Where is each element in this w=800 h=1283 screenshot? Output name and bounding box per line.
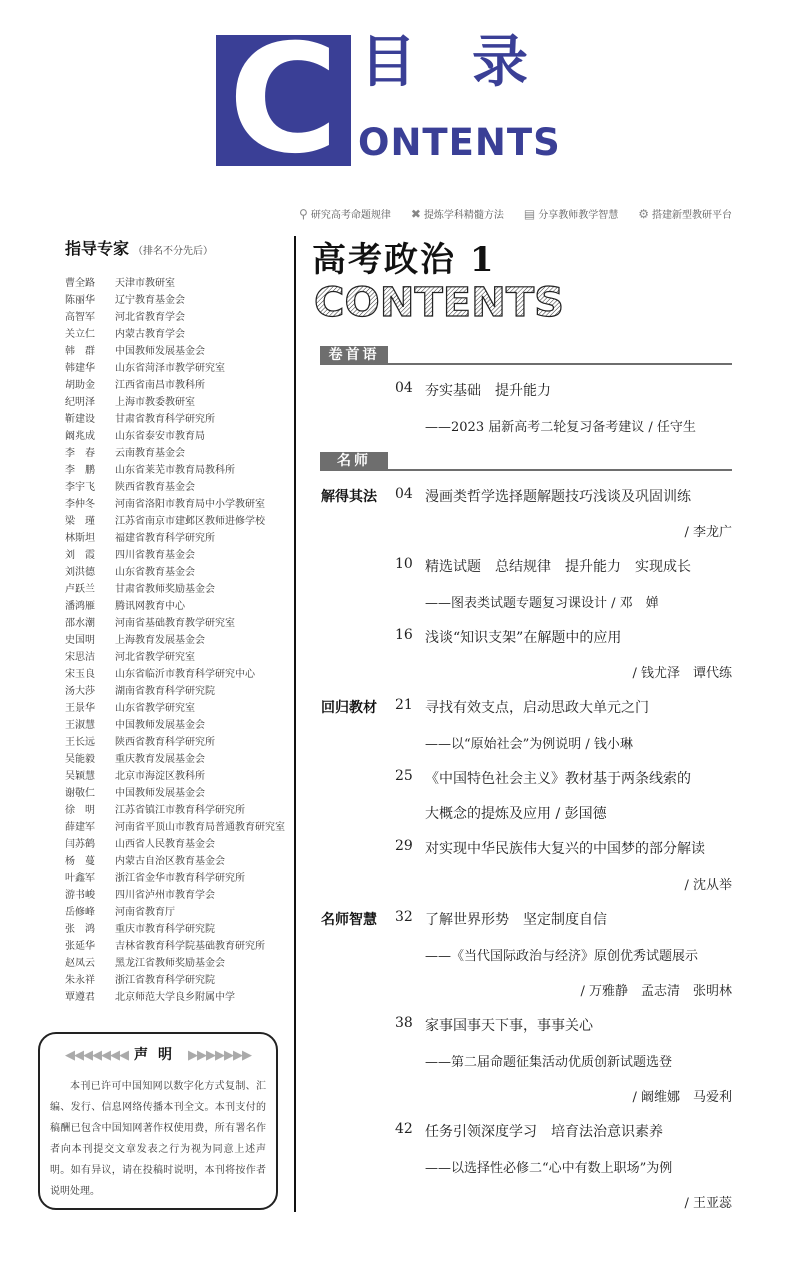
declaration-heading bbox=[40, 1044, 276, 1064]
expert-name: 张 鸿 bbox=[65, 924, 95, 935]
expert-name: 靳建设 bbox=[65, 414, 95, 425]
expert-org: 重庆市教育科学研究院 bbox=[115, 924, 215, 935]
column-divider bbox=[294, 236, 296, 1212]
expert-name: 刘 霞 bbox=[65, 550, 95, 561]
magazine-title: 高考政治 1 bbox=[312, 240, 496, 280]
expert-name: 李 春 bbox=[65, 448, 95, 459]
toc-title[interactable]: 漫画类哲学选择题解题技巧浅谈及巩固训练 bbox=[425, 489, 691, 505]
expert-name: 叶鑫军 bbox=[65, 873, 95, 884]
toc-page: 25 bbox=[395, 768, 413, 784]
expert-name: 史国明 bbox=[65, 635, 95, 646]
toc-page: 32 bbox=[395, 909, 413, 925]
expert-row bbox=[65, 870, 285, 887]
expert-org: 云南教育基金会 bbox=[115, 448, 185, 459]
toc-title[interactable]: 浅谈“知识支架”在解题中的应用 bbox=[425, 630, 622, 646]
expert-row bbox=[65, 343, 285, 360]
expert-org: 浙江省教育科学研究院 bbox=[115, 975, 215, 986]
toc-title[interactable]: 寻找有效支点，启动思政大单元之门 bbox=[425, 700, 649, 716]
expert-name: 曹全路 bbox=[65, 278, 95, 289]
declaration-title: 声明 bbox=[134, 1047, 182, 1063]
expert-org: 陕西省教育科学研究所 bbox=[115, 737, 215, 748]
expert-row bbox=[65, 326, 285, 343]
expert-name: 杨 蔓 bbox=[65, 856, 95, 867]
expert-org: 山东省教育基金会 bbox=[115, 567, 195, 578]
expert-org: 四川省泸州市教育学会 bbox=[115, 890, 215, 901]
experts-heading bbox=[65, 236, 213, 259]
slogan-item: ✖ 提炼学科精髓方法 bbox=[410, 206, 504, 221]
section-label: 名师 bbox=[320, 452, 388, 471]
right-arrows-icon: ▶▶▶▶▶▶▶ bbox=[188, 1048, 251, 1063]
expert-name: 李仲冬 bbox=[65, 499, 95, 510]
expert-org: 湖南省教育科学研究院 bbox=[115, 686, 215, 697]
expert-row bbox=[65, 819, 285, 836]
expert-org: 江苏省镇江市教育科学研究所 bbox=[115, 805, 245, 816]
slogan-item: ▤ 分享教师教学智慧 bbox=[523, 206, 619, 221]
toc-title-continued[interactable]: 大概念的提炼及应用 / 彭国德 bbox=[425, 806, 607, 822]
expert-row bbox=[65, 921, 285, 938]
expert-org: 河南省洛阳市教育局中小学教研室 bbox=[115, 499, 265, 510]
toc-subtitle: ——第二届命题征集活动优质创新试题选登 bbox=[425, 1055, 673, 1070]
section-label: 卷首语 bbox=[320, 346, 388, 365]
gear-icon: ⚙ bbox=[638, 206, 649, 221]
expert-name: 王景华 bbox=[65, 703, 95, 714]
expert-row bbox=[65, 972, 285, 989]
expert-row bbox=[65, 649, 285, 666]
expert-row bbox=[65, 853, 285, 870]
expert-row bbox=[65, 581, 285, 598]
expert-name: 赵凤云 bbox=[65, 958, 95, 969]
expert-org: 河南省教育厅 bbox=[115, 907, 175, 918]
section-rule bbox=[388, 469, 732, 471]
contents-outline-title bbox=[312, 282, 572, 322]
expert-org: 中国教师发展基金会 bbox=[115, 346, 205, 357]
magnifier-icon: ⚲ bbox=[299, 206, 308, 221]
title-english: ONTENTS bbox=[358, 121, 561, 164]
toc-subtitle: ——图表类试题专题复习课设计 / 邓 婵 bbox=[425, 596, 659, 611]
expert-org: 上海市教委教研室 bbox=[115, 397, 195, 408]
toc-page: 38 bbox=[395, 1015, 413, 1031]
contents-word: CONTENTS bbox=[314, 282, 564, 322]
expert-name: 宋思洁 bbox=[65, 652, 95, 663]
toc-subtitle: ——以选择性必修二“心中有数上职场”为例 bbox=[425, 1161, 673, 1176]
expert-row bbox=[65, 700, 285, 717]
expert-name: 岳修峰 bbox=[65, 907, 95, 918]
expert-org: 天津市教研室 bbox=[115, 278, 175, 289]
experts-note: （排名不分先后） bbox=[133, 246, 214, 257]
experts-list bbox=[65, 275, 285, 1006]
toc-page: 16 bbox=[395, 627, 413, 643]
expert-org: 内蒙古教育学会 bbox=[115, 329, 185, 340]
expert-row bbox=[65, 717, 285, 734]
expert-org: 浙江省金华市教育科学研究所 bbox=[115, 873, 245, 884]
expert-row bbox=[65, 377, 285, 394]
expert-org: 内蒙古自治区教育基金会 bbox=[115, 856, 225, 867]
expert-row bbox=[65, 632, 285, 649]
expert-org: 甘肃省教师奖励基金会 bbox=[115, 584, 215, 595]
expert-row bbox=[65, 683, 285, 700]
declaration-text: 本刊已许可中国知网以数字化方式复制、汇编、发行、信息网络传播本刊全文。本刊支付的稿酬已包含中国知网著作权使用费，所有署名作者向本刊提交文章发表之行为视为同意上述声明。如有异议，请在投稿时说明，本刊将按作者说明处理。 bbox=[50, 1081, 266, 1197]
expert-org: 山东省教学研究室 bbox=[115, 703, 195, 714]
expert-row bbox=[65, 564, 285, 581]
toc-author: / 阚维娜 马爱利 bbox=[632, 1090, 732, 1105]
declaration-box bbox=[38, 1032, 278, 1210]
expert-org: 辽宁教育基金会 bbox=[115, 295, 185, 306]
title-chinese: 目录 bbox=[360, 30, 584, 95]
expert-name: 关立仁 bbox=[65, 329, 95, 340]
expert-org: 甘肃省教育科学研究所 bbox=[115, 414, 215, 425]
expert-row bbox=[65, 445, 285, 462]
toc-page: 42 bbox=[395, 1121, 413, 1137]
toc-page: 04 bbox=[395, 486, 413, 502]
expert-org: 腾讯网教育中心 bbox=[115, 601, 185, 612]
expert-name: 刘洪德 bbox=[65, 567, 95, 578]
category-label: 名师智慧 bbox=[321, 912, 377, 928]
section-rule bbox=[388, 363, 732, 365]
expert-row bbox=[65, 513, 285, 530]
expert-row bbox=[65, 411, 285, 428]
toc-title[interactable]: 精选试题 总结规律 提升能力 实现成长 bbox=[425, 559, 691, 575]
toc-author: / 钱尤泽 谭代练 bbox=[632, 666, 732, 681]
slogan-bar bbox=[299, 206, 732, 221]
expert-name: 韩 群 bbox=[65, 346, 95, 357]
expert-name: 王长远 bbox=[65, 737, 95, 748]
logo-letter: C bbox=[228, 13, 339, 187]
left-arrows-icon: ◀◀◀◀◀◀◀ bbox=[65, 1048, 128, 1063]
expert-org: 山东省莱芜市教育局教科所 bbox=[115, 465, 235, 476]
expert-org: 中国教师发展基金会 bbox=[115, 788, 205, 799]
expert-row bbox=[65, 462, 285, 479]
expert-org: 山东省菏泽市教学研究室 bbox=[115, 363, 225, 374]
expert-org: 北京市海淀区教科所 bbox=[115, 771, 205, 782]
expert-row bbox=[65, 904, 285, 921]
expert-row bbox=[65, 768, 285, 785]
section-header bbox=[320, 452, 732, 474]
expert-org: 中国教师发展基金会 bbox=[115, 720, 205, 731]
expert-org: 江西省南昌市教科所 bbox=[115, 380, 205, 391]
expert-row bbox=[65, 734, 285, 751]
expert-org: 上海教育发展基金会 bbox=[115, 635, 205, 646]
expert-name: 吴能毅 bbox=[65, 754, 95, 765]
expert-name: 游书峻 bbox=[65, 890, 95, 901]
expert-row bbox=[65, 887, 285, 904]
tools-icon: ✖ bbox=[410, 206, 421, 221]
toc-title[interactable]: 了解世界形势 坚定制度自信 bbox=[425, 912, 607, 928]
expert-name: 李 鹏 bbox=[65, 465, 95, 476]
expert-name: 覃遵君 bbox=[65, 992, 95, 1003]
toc-title[interactable]: 《中国特色社会主义》教材基于两条线索的 bbox=[425, 771, 691, 787]
toc-subtitle: ——以“原始社会”为例说明 / 钱小琳 bbox=[425, 737, 633, 752]
expert-row bbox=[65, 479, 285, 496]
expert-row bbox=[65, 666, 285, 683]
toc-title[interactable]: 对实现中华民族伟大复兴的中国梦的部分解读 bbox=[425, 841, 705, 857]
expert-org: 山东省泰安市教育局 bbox=[115, 431, 205, 442]
expert-name: 阚兆成 bbox=[65, 431, 95, 442]
expert-name: 邵水潮 bbox=[65, 618, 95, 629]
expert-org: 河北省教学研究室 bbox=[115, 652, 195, 663]
expert-name: 谢敬仁 bbox=[65, 788, 95, 799]
expert-name: 闫苏鹤 bbox=[65, 839, 95, 850]
expert-org: 山西省人民教育基金会 bbox=[115, 839, 215, 850]
expert-row bbox=[65, 785, 285, 802]
expert-row bbox=[65, 955, 285, 972]
expert-row bbox=[65, 428, 285, 445]
expert-name: 纪明泽 bbox=[65, 397, 95, 408]
category-label: 解得其法 bbox=[321, 489, 377, 505]
expert-row bbox=[65, 802, 285, 819]
expert-org: 河南省平顶山市教育局普通教育研究室 bbox=[115, 822, 285, 833]
expert-row bbox=[65, 751, 285, 768]
section-header bbox=[320, 346, 732, 368]
expert-org: 河北省教育学会 bbox=[115, 312, 185, 323]
expert-org: 江苏省南京市建邺区教师进修学校 bbox=[115, 516, 265, 527]
expert-org: 陕西省教育基金会 bbox=[115, 482, 195, 493]
document-icon: ▤ bbox=[523, 206, 536, 221]
expert-row bbox=[65, 836, 285, 853]
toc-subtitle: ——《当代国际政治与经济》原创优秀试题展示 bbox=[425, 949, 699, 964]
expert-name: 朱永祥 bbox=[65, 975, 95, 986]
expert-name: 徐 明 bbox=[65, 805, 95, 816]
toc-author: / 沈从举 bbox=[684, 878, 732, 893]
logo-block bbox=[216, 13, 351, 187]
expert-name: 吴颖慧 bbox=[65, 771, 95, 782]
expert-row bbox=[65, 309, 285, 326]
expert-name: 陈丽华 bbox=[65, 295, 95, 306]
expert-name: 汤大莎 bbox=[65, 686, 95, 697]
expert-row bbox=[65, 292, 285, 309]
experts-title: 指导专家 bbox=[65, 239, 130, 258]
toc-author: / 王亚蕊 bbox=[684, 1196, 732, 1211]
expert-org: 山东省临沂市教育科学研究中心 bbox=[115, 669, 255, 680]
expert-name: 宋玉良 bbox=[65, 669, 95, 680]
category-label: 回归教材 bbox=[321, 700, 377, 716]
expert-name: 梁 瑾 bbox=[65, 516, 95, 527]
expert-org: 黑龙江省教师奖励基金会 bbox=[115, 958, 225, 969]
expert-row bbox=[65, 989, 285, 1006]
toc-subtitle: ——2023 届新高考二轮复习备考建议 / 任守生 bbox=[425, 420, 696, 435]
slogan-item: ⚲ 研究高考命题规律 bbox=[299, 206, 391, 221]
expert-row bbox=[65, 598, 285, 615]
expert-row bbox=[65, 394, 285, 411]
toc-author: / 李龙广 bbox=[684, 525, 732, 540]
expert-name: 李宇飞 bbox=[65, 482, 95, 493]
expert-name: 高智军 bbox=[65, 312, 95, 323]
toc-title[interactable]: 任务引领深度学习 培育法治意识素养 bbox=[425, 1124, 663, 1140]
expert-name: 韩建华 bbox=[65, 363, 95, 374]
toc-author: / 万雅静 孟志清 张明林 bbox=[580, 984, 732, 999]
expert-name: 王淑慧 bbox=[65, 720, 95, 731]
expert-org: 四川省教育基金会 bbox=[115, 550, 195, 561]
expert-row bbox=[65, 547, 285, 564]
expert-name: 林斯坦 bbox=[65, 533, 95, 544]
expert-row bbox=[65, 360, 285, 377]
slogan-item: ⚙ 搭建新型教研平台 bbox=[638, 206, 732, 221]
expert-org: 吉林省教育科学院基础教育研究所 bbox=[115, 941, 265, 952]
toc-title[interactable]: 家事国事天下事，事事关心 bbox=[425, 1018, 593, 1034]
toc-page: 29 bbox=[395, 838, 413, 854]
expert-org: 重庆教育发展基金会 bbox=[115, 754, 205, 765]
expert-name: 薛建军 bbox=[65, 822, 95, 833]
expert-name: 潘鸿雁 bbox=[65, 601, 95, 612]
expert-name: 卢跃兰 bbox=[65, 584, 95, 595]
toc-page: 10 bbox=[395, 556, 413, 572]
toc-page: 21 bbox=[395, 697, 413, 713]
toc-title[interactable]: 夯实基础 提升能力 bbox=[425, 383, 551, 399]
expert-row bbox=[65, 530, 285, 547]
expert-org: 福建省教育科学研究所 bbox=[115, 533, 215, 544]
expert-org: 河南省基础教育教学研究室 bbox=[115, 618, 235, 629]
expert-row bbox=[65, 275, 285, 292]
expert-row bbox=[65, 615, 285, 632]
expert-name: 胡助金 bbox=[65, 380, 95, 391]
expert-row bbox=[65, 496, 285, 513]
expert-name: 张延华 bbox=[65, 941, 95, 952]
toc-page: 04 bbox=[395, 380, 413, 396]
expert-row bbox=[65, 938, 285, 955]
expert-org: 北京师范大学良乡附属中学 bbox=[115, 992, 235, 1003]
